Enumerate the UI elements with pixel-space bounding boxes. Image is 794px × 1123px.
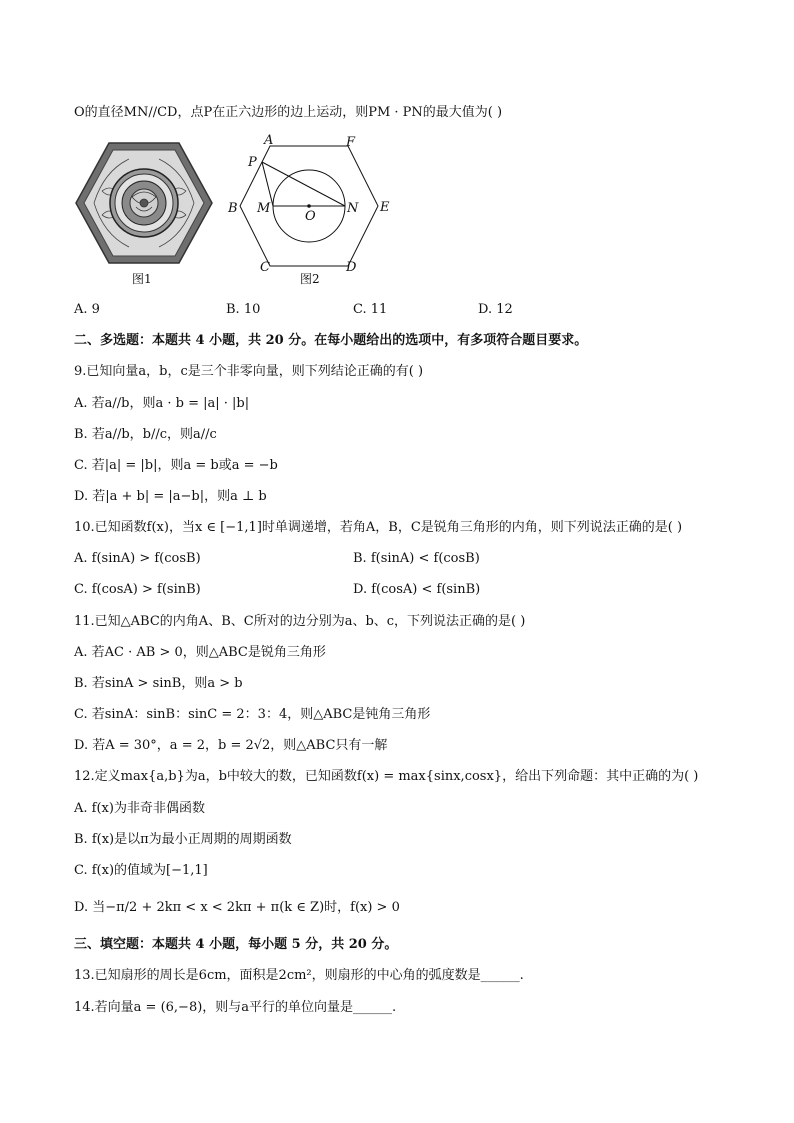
fig2-point-N: N <box>347 201 359 216</box>
q12-option-d: D. 当−π/2 + 2kπ < x < 2kπ + π(k ∈ Z)时，f(x) > 0 <box>74 900 400 915</box>
fig2-point-B: B <box>228 201 238 216</box>
figure1-label: 图1 <box>132 272 152 286</box>
q10-option-b: B. f(sinA) < f(cosB) <box>353 551 480 566</box>
q10-stem: 10.已知函数f(x)，当x ∈ [−1,1]时单调递增，若角A，B，C是锐角三角形的内角，则下列说法正确的是( ) <box>74 520 683 535</box>
q14-stem: 14.若向量a = (6,−8)，则与a平行的单位向量是______. <box>74 1000 397 1015</box>
q8-option-a: A. 9 <box>74 302 100 317</box>
q13-stem: 13.已知扇形的周长是6cm，面积是2cm²，则扇形的中心角的弧度数是______. <box>74 968 524 983</box>
figure2-label: 图2 <box>300 272 320 286</box>
q10-option-d: D. f(cosA) < f(sinB) <box>353 582 481 597</box>
q9-option-c: C. 若|a| = |b|，则a = b或a = −b <box>74 458 278 473</box>
figure2-hexagon-diagram <box>226 132 396 274</box>
q9-option-a: A. 若a//b，则a · b = |a| · |b| <box>74 396 250 411</box>
fig2-point-O: O <box>305 209 316 224</box>
q8-stem: O的直径MN//CD，点P在正六边形的边上运动，则PM · PN的最大值为( ) <box>74 105 503 120</box>
q8-option-b: B. 10 <box>226 302 261 317</box>
fig2-point-M: M <box>257 201 271 216</box>
q9-stem: 9.已知向量a，b，c是三个非零向量，则下列结论正确的有( ) <box>74 364 424 379</box>
figure1-ornate-hexagon <box>74 141 214 265</box>
fig2-point-E: E <box>380 200 390 215</box>
q9-option-d: D. 若|a + b| = |a−b|，则a ⊥ b <box>74 489 267 504</box>
q11-option-d: D. 若A = 30°，a = 2，b = 2√2，则△ABC只有一解 <box>74 738 388 753</box>
q11-option-c: C. 若sinA：sinB：sinC = 2：3：4，则△ABC是钝角三角形 <box>74 707 431 722</box>
q12-option-b: B. f(x)是以π为最小正周期的周期函数 <box>74 832 292 847</box>
q8-option-d: D. 12 <box>478 302 513 317</box>
fig2-point-C: C <box>260 260 270 274</box>
q11-option-a: A. 若AC · AB > 0，则△ABC是锐角三角形 <box>74 645 326 660</box>
q8-option-c: C. 11 <box>353 302 388 317</box>
fig2-point-A: A <box>264 133 274 148</box>
section3-heading: 三、填空题：本题共 4 小题，每小题 5 分，共 20 分。 <box>74 937 398 952</box>
q10-option-c: C. f(cosA) > f(sinB) <box>74 582 201 597</box>
q12-option-c: C. f(x)的值域为[−1,1] <box>74 863 208 878</box>
section2-heading: 二、多选题：本题共 4 小题，共 20 分。在每小题给出的选项中，有多项符合题目要求。 <box>74 333 588 348</box>
q11-stem: 11.已知△ABC的内角A、B、C所对的边分别为a、b、c，下列说法正确的是( ) <box>74 614 526 629</box>
q12-option-a: A. f(x)为非奇非偶函数 <box>74 801 205 816</box>
fig2-point-P: P <box>248 155 257 170</box>
q11-option-b: B. 若sinA > sinB，则a > b <box>74 676 243 691</box>
q9-option-b: B. 若a//b，b//c，则a//c <box>74 427 217 442</box>
q12-stem: 12.定义max{a,b}为a，b中较大的数，已知函数f(x) = max{sinx,cosx}，给出下列命题：其中正确的为( ) <box>74 769 699 784</box>
q10-option-a: A. f(sinA) > f(cosB) <box>74 551 201 566</box>
fig2-point-D: D <box>346 260 357 274</box>
fig2-point-F: F <box>346 135 356 150</box>
